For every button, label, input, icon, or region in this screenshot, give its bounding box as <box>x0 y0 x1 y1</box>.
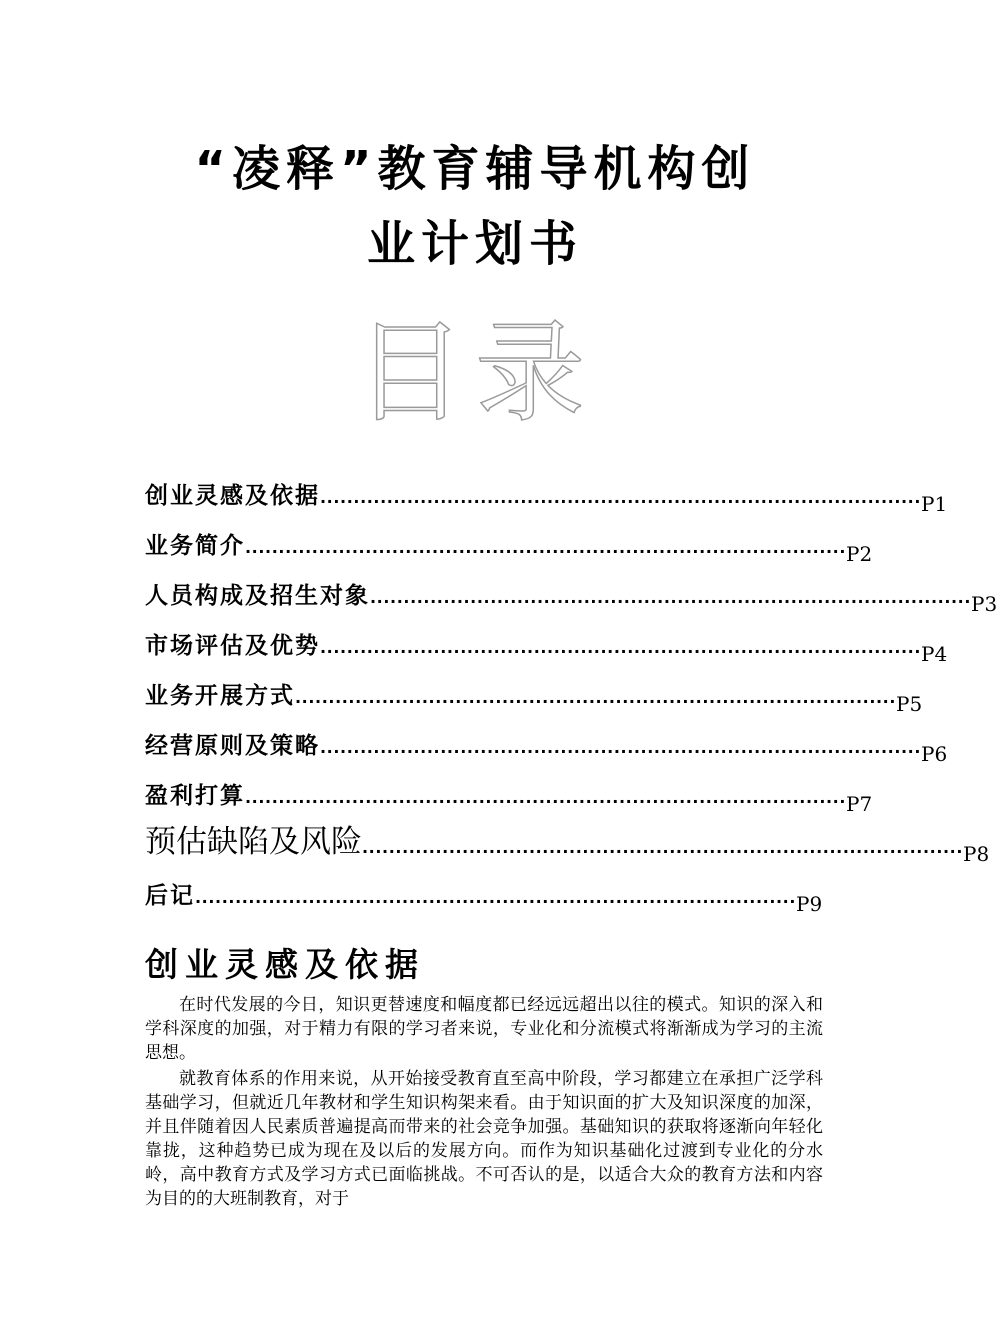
toc-entry-label: 人员构成及招生对象 <box>145 583 370 609</box>
toc-entry-page: P9 <box>796 892 823 916</box>
section-body <box>145 993 823 1211</box>
toc-entry-label: 预估缺陷及风险 <box>145 824 362 860</box>
toc-entry-page: P6 <box>921 742 948 766</box>
toc-entry-label: 经营原则及策略 <box>145 733 320 759</box>
toc-entry-page: P8 <box>963 842 990 866</box>
toc-entry-page: P7 <box>846 792 873 816</box>
toc-entry-label: 业务简介 <box>145 533 245 559</box>
toc-entry[interactable] <box>145 708 948 766</box>
body-paragraph: 就教育体系的作用来说，从开始接受教育直至高中阶段，学习都建立在承担广泛学科基础学习，但就近几年教材和学生知识构架来看。由于知识面的扩大及知识深度的加深，并且伴随着因人民素质普遍提高而带来的社会竞争加强。基础知识的获取将逐渐向年轻化靠拢，这种趋势已成为现在及以后的发展方向。而作为知识基础化过渡到专业化的分水岭，高中教育方式及学习方式已面临挑战。不可否认的是，以适合大众的教育方法和内容为目的的大班制教育，对于 <box>145 1069 823 1209</box>
toc-leader-dots: .......................................................................................... <box>195 888 797 907</box>
toc-entry-label: 业务开展方式 <box>145 683 295 709</box>
table-of-contents <box>145 458 997 916</box>
toc-entry-page: P3 <box>971 592 997 616</box>
toc-leader-dots: .......................................................................................... <box>370 588 972 607</box>
toc-entry-page: P2 <box>846 542 873 566</box>
toc-entry[interactable] <box>145 808 990 866</box>
toc-entry[interactable] <box>145 658 923 716</box>
toc-entry[interactable] <box>145 758 873 816</box>
toc-entry[interactable] <box>145 458 948 516</box>
toc-heading: 目录 <box>355 309 595 437</box>
document-title-line-1: “凌释”教育辅导机构创 <box>194 141 756 197</box>
toc-entry-page: P4 <box>921 642 948 666</box>
toc-leader-dots: .......................................................................................... <box>320 488 922 507</box>
toc-leader-dots: .......................................................................................... <box>362 838 964 857</box>
toc-leader-dots: .......................................................................................... <box>295 688 897 707</box>
section-title: 创业灵感及依据 <box>145 945 425 984</box>
document-title-line-2: 业计划书 <box>366 216 583 272</box>
toc-entry-page: P5 <box>896 692 923 716</box>
toc-leader-dots: .......................................................................................... <box>320 738 922 757</box>
toc-entry[interactable] <box>145 508 873 566</box>
toc-entry-label: 市场评估及优势 <box>145 633 320 659</box>
toc-entry-label: 后记 <box>145 883 195 909</box>
toc-entry-label: 创业灵感及依据 <box>145 483 320 509</box>
toc-leader-dots: .......................................................................................... <box>245 788 847 807</box>
toc-leader-dots: .......................................................................................... <box>245 538 847 557</box>
toc-entry[interactable] <box>145 558 997 616</box>
toc-entry[interactable] <box>145 858 823 916</box>
toc-entry-page: P1 <box>921 492 948 516</box>
body-paragraph: 在时代发展的今日，知识更替速度和幅度都已经远远超出以往的模式。知识的深入和学科深度的加强，对于精力有限的学习者来说，专业化和分流模式将渐渐成为学习的主流思想。 <box>145 995 823 1063</box>
toc-leader-dots: .......................................................................................... <box>320 638 922 657</box>
toc-entry-label: 盈利打算 <box>145 783 245 809</box>
toc-entry[interactable] <box>145 608 948 666</box>
